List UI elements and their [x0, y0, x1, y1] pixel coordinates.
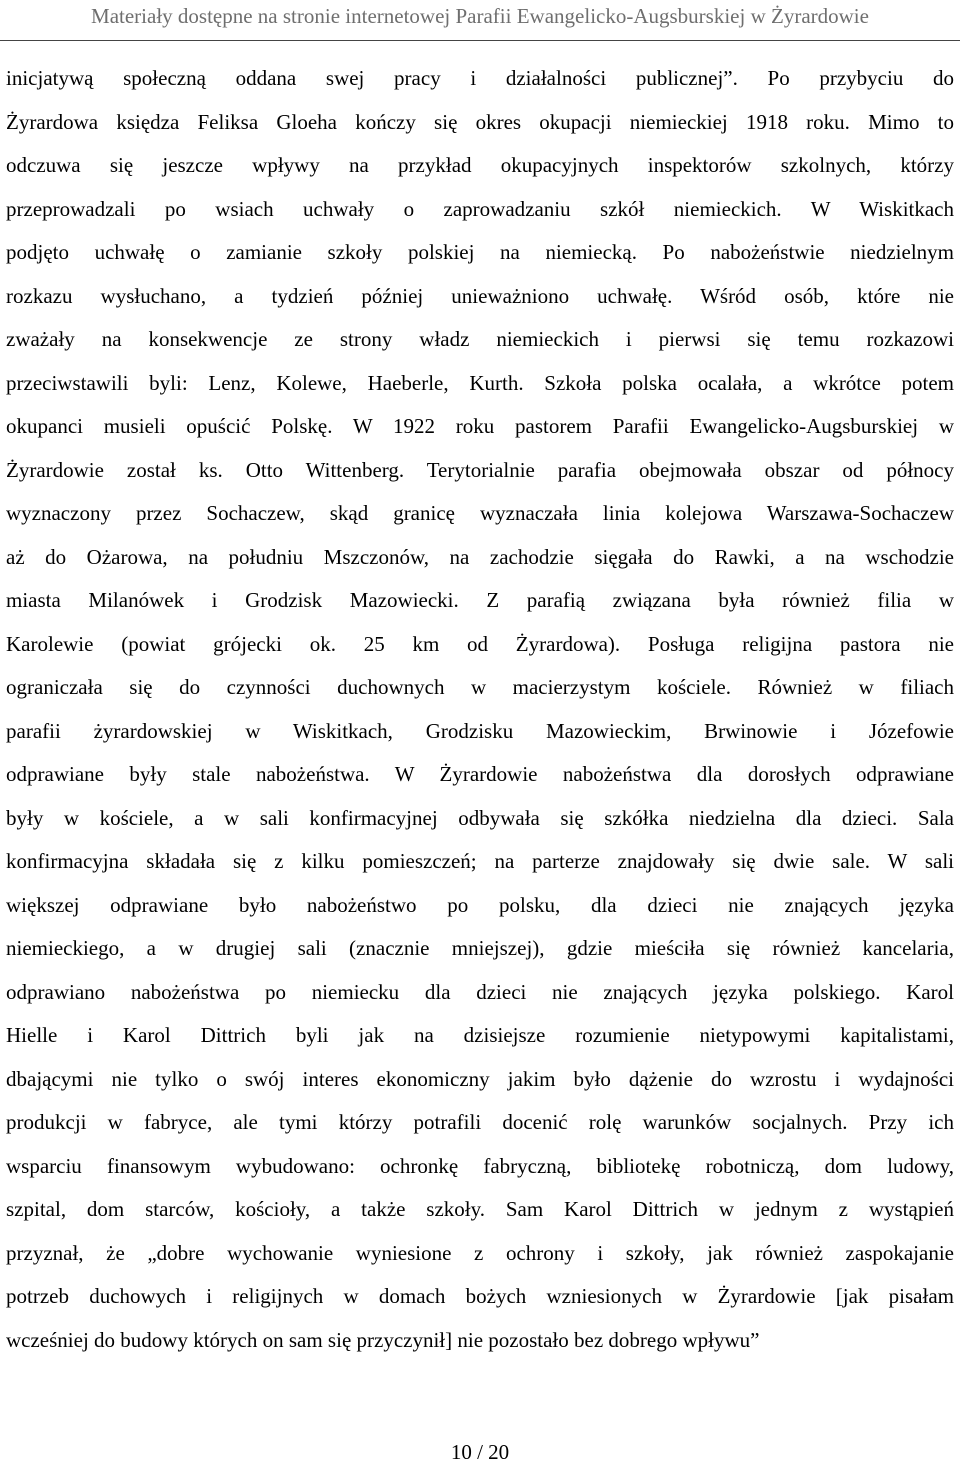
body-line: przeciwstawili byli: Lenz, Kolewe, Haeberle, Kurth. Szkoła polska ocalała, a wkrótce potem [6, 370, 954, 395]
body-line: wcześniej do budowy których on sam się przyczynił] nie pozostało bez dobrego wpływu” [6, 1327, 760, 1352]
body-line: podjęto uchwałę o zamianie szkoły polskiej na niemiecką. Po nabożeństwie niedzielnym [6, 240, 954, 264]
body-line: większej odprawiane było nabożeństwo po polsku, dla dzieci nie znających języka [6, 892, 954, 917]
body-line: przeprowadzali po wsiach uchwały o zaprowadzaniu szkół niemieckich. W Wiskitkach [6, 196, 954, 221]
body-line: odprawiano nabożeństwa po niemiecku dla dzieci nie znających języka polskiego. Karol [6, 979, 954, 1004]
body-line: konfirmacyjna składała się z kilku pomieszczeń; na parterze znajdowały się dwie sale. W sali [6, 849, 954, 873]
body-line: były w kościele, a w sali konfirmacyjnej odbywała się szkółka niedzielna dla dzieci. Sala [6, 805, 954, 830]
page-header: Materiały dostępne na stronie internetowej Parafii Ewangelicko-Augsburskiej w Żyrardowie [91, 4, 869, 28]
body-line: szpital, dom starców, kościoły, a także szkoły. Sam Karol Dittrich w jednym z wystąpień [6, 1197, 954, 1221]
body-line: zważały na konsekwencje ze strony władz niemieckich i pierwsi się temu rozkazowi [6, 327, 954, 351]
body-line: niemieckiego, a w drugiej sali (znacznie mniejszej), gdzie mieściła się również kancelaria, [6, 936, 954, 960]
body-line: okupanci musieli opuścić Polskę. W 1922 roku pastorem Parafii Ewangelicko-Augsburskiej w [6, 414, 954, 438]
body-line: dbającymi nie tylko o swój interes ekonomiczny jakim było dążenie do wzrostu i wydajności [6, 1066, 954, 1091]
body-line: wsparciu finansowym wybudowano: ochronkę fabryczną, bibliotekę robotniczą, dom ludowy, [6, 1153, 954, 1178]
body-line: Hielle i Karol Dittrich byli jak na dzisiejsze rozumienie nietypowymi kapitalistami, [6, 1023, 954, 1047]
body-line: rozkazu wysłuchano, a tydzień później unieważniono uchwałę. Wśród osób, które nie [6, 283, 954, 308]
body-line: miasta Milanówek i Grodzisk Mazowiecki. Z parafią związana była również filia w [6, 588, 954, 612]
body-line: potrzeb duchowych i religijnych w domach bożych wzniesionych w Żyrardowie [jak pisałam [6, 1284, 954, 1308]
body-line: odczuwa się jeszcze wpływy na przykład okupacyjnych inspektorów szkolnych, którzy [6, 153, 954, 177]
body-line: parafii żyrardowskiej w Wiskitkach, Grodzisku Mazowieckim, Brwinowie i Józefowie [6, 718, 954, 743]
body-line: wyznaczony przez Sochaczew, skąd granicę wyznaczała linia kolejowa Warszawa-Sochaczew [6, 501, 954, 525]
body-line: odprawiane były stale nabożeństwa. W Żyrardowie nabożeństwa dla dorosłych odprawiane [6, 762, 954, 786]
body-line: ograniczała się do czynności duchownych w macierzystym kościele. Również w filiach [6, 675, 954, 699]
body-line: produkcji w fabryce, ale tymi którzy potrafili docenić rolę warunków socjalnych. Przy ich [6, 1110, 954, 1134]
body-line: przyznał, że „dobre wychowanie wyniesione z ochrony i szkoły, jak również zaspokajanie [6, 1240, 954, 1265]
body-line: aż do Ożarowa, na południu Mszczonów, na zachodzie sięgała do Rawki, a na wschodzie [6, 544, 954, 569]
page-number: 10 / 20 [450, 1440, 510, 1464]
body-line: Żyrardowa księdza Feliksa Gloeha kończy się okres okupacji niemieckiej 1918 roku. Mimo to [6, 109, 954, 134]
document-body [6, 57, 954, 1362]
body-line: Karolewie (powiat grójecki ok. 25 km od Żyrardowa). Posługa religijna pastora nie [6, 631, 954, 656]
header-divider [0, 40, 960, 41]
body-line: Żyrardowie został ks. Otto Wittenberg. Terytorialnie parafia obejmowała obszar od północy [6, 457, 954, 482]
body-line: inicjatywą społeczną oddana swej pracy i działalności publicznej”. Po przybyciu do [6, 66, 954, 90]
